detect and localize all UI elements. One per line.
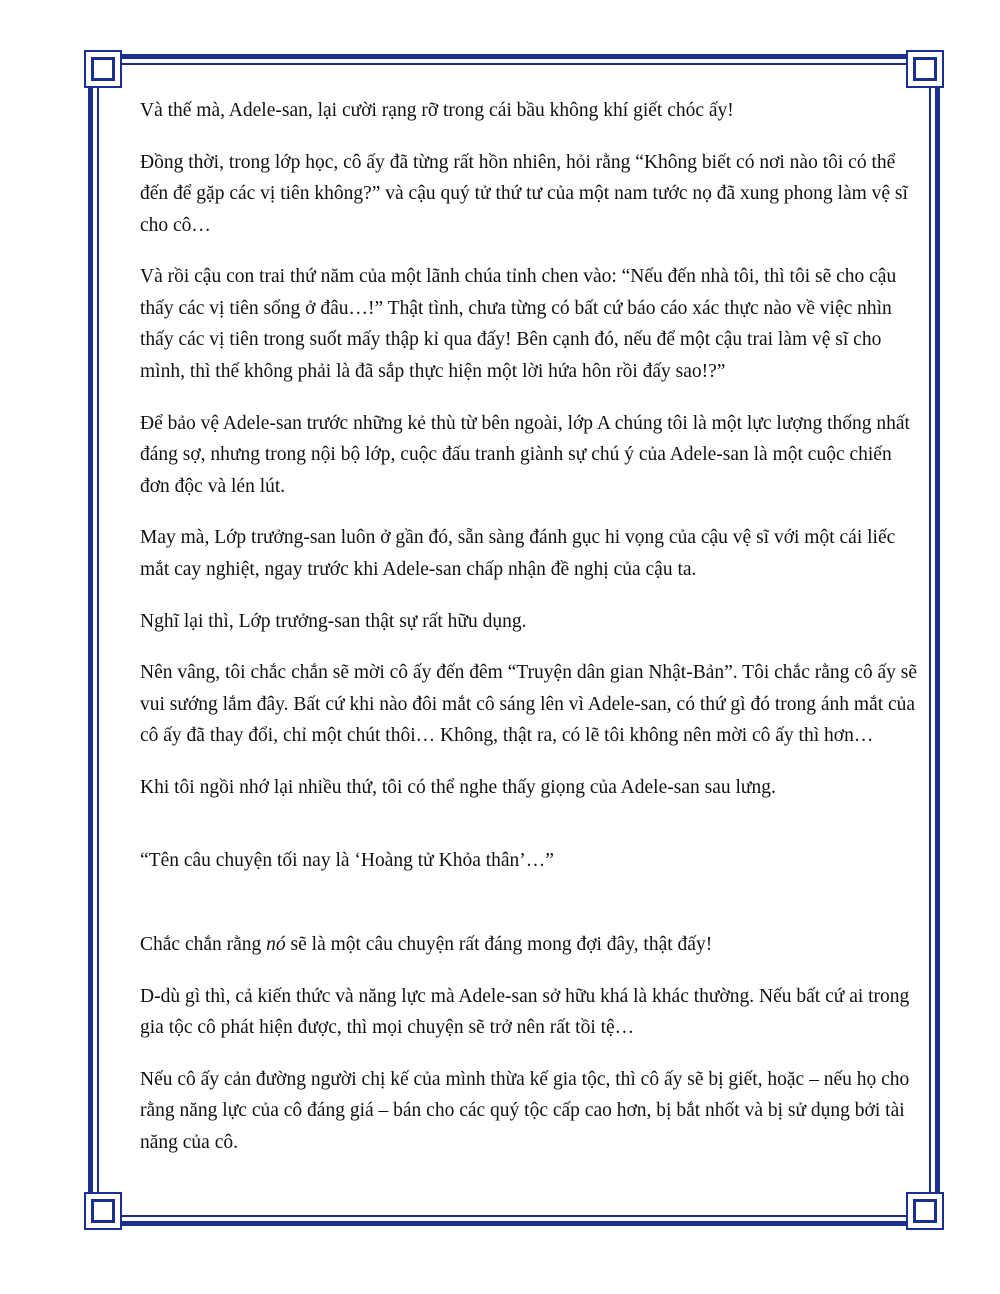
paragraph-text-before: Chắc chắn rằng xyxy=(140,933,267,955)
paragraph: D-dù gì thì, cả kiến thức và năng lực mà Adele-san sở hữu khá là khác thường. Nếu bất cứ ai trong gia tộc cô phát hiện được, thì mọi chuyện sẽ trở nên rất tồi tệ… xyxy=(140,985,910,1039)
corner-ornament-top-right xyxy=(906,50,944,88)
paragraph-italic-word: nó xyxy=(266,933,286,955)
paragraph: Và thế mà, Adele-san, lại cười rạng rỡ trong cái bầu không khí giết chóc ấy! xyxy=(140,100,734,121)
corner-ornament-top-left xyxy=(84,50,122,88)
paragraph-emphasis xyxy=(140,929,922,961)
paragraph: Để bảo vệ Adele-san trước những kẻ thù từ bên ngoài, lớp A chúng tôi là một lực lượng thống nhất đáng sợ, nhưng trong nội bộ lớp, cuộc đấu tranh giành sự chú ý của Adele-san là một cuộc chiến đơn độc và lén lút. xyxy=(140,412,910,497)
paragraph: May mà, Lớp trưởng-san luôn ở gần đó, sẵn sàng đánh gục hi vọng của cậu vệ sĩ với một cái liếc mắt cay nghiệt, ngay trước khi Adele-san chấp nhận đề nghị của cậu ta. xyxy=(140,527,896,580)
document-body xyxy=(140,95,922,1195)
paragraph: Nếu cô ấy cản đường người chị kế của mình thừa kế gia tộc, thì cô ấy sẽ bị giết, hoặc – nếu họ cho rằng năng lực của cô đáng giá – bán cho các quý tộc cấp cao hơn, bị bắt nhốt và bị sử dụng bởi tài năng của cô. xyxy=(140,1068,910,1153)
paragraph: Nghĩ lại thì, Lớp trưởng-san thật sự rất hữu dụng. xyxy=(140,610,527,632)
paragraph: Và rồi cậu con trai thứ năm của một lãnh chúa tỉnh chen vào: “Nếu đến nhà tôi, thì tôi sẽ cho cậu thấy các vị tiên sống ở đâu…!” Thật tình, chưa từng có bất cứ báo cáo xác thực nào về việc nhìn thấy các vị tiên trong suốt mấy thập kỉ qua đấy! Bên cạnh đó, nếu để một cậu trai làm vệ sĩ cho mình, thì thế không phải là đã sắp thực hiện một lời hứa hôn rồi đấy sao!?” xyxy=(140,266,897,383)
paragraph: Khi tôi ngồi nhớ lại nhiều thứ, tôi có thể nghe thấy giọng của Adele-san sau lưng. xyxy=(140,776,776,798)
corner-ornament-bottom-right xyxy=(906,1192,944,1230)
paragraph-text-after: sẽ là một câu chuyện rất đáng mong đợi đây, thật đấy! xyxy=(285,933,713,955)
paragraph: Đồng thời, trong lớp học, cô ấy đã từng rất hồn nhiên, hỏi rằng “Không biết có nơi nào tôi có thể đến để gặp các vị tiên không?” và cậu quý tử thứ tư của một nam tước nọ đã xung phong làm vệ sĩ cho cô… xyxy=(140,151,908,236)
paragraph: Nên vâng, tôi chắc chắn sẽ mời cô ấy đến đêm “Truyện dân gian Nhật-Bản”. Tôi chắc rằng cô ấy sẽ vui sướng lắm đây. Bất cứ khi nào đôi mắt cô sáng lên vì Adele-san, có thứ gì đó trong ánh mắt của cô ấy đã thay đổi, chỉ một chút thôi… Không, thật ra, có lẽ tôi không nên mời cô ấy thì hơn… xyxy=(140,662,918,747)
paragraph-quote: “Tên câu chuyện tối nay là ‘Hoàng tử Khỏa thân’…” xyxy=(140,850,554,872)
corner-ornament-bottom-left xyxy=(84,1192,122,1230)
